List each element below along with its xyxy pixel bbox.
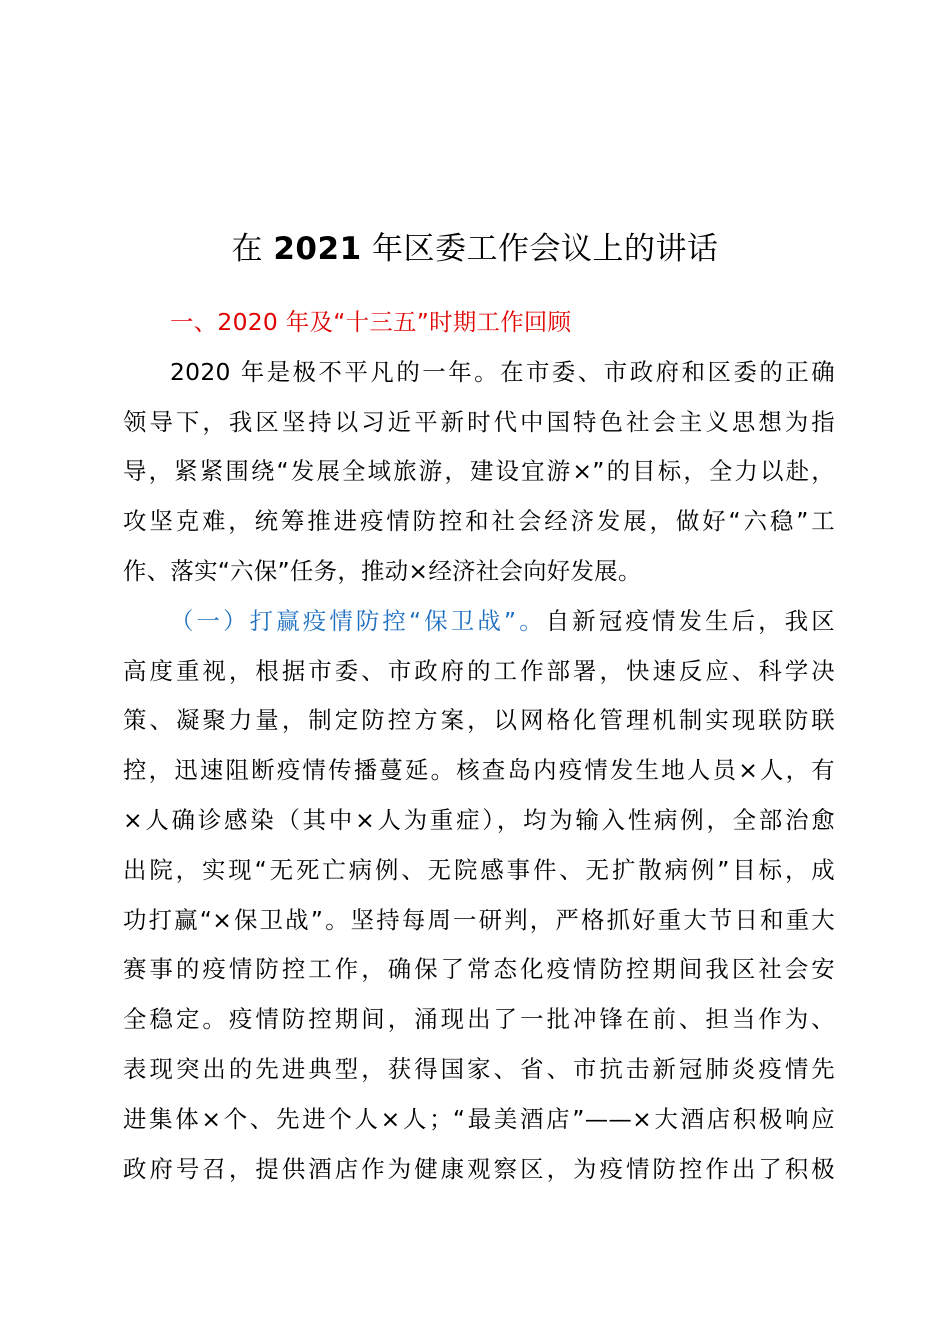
title-prefix: 在 <box>231 231 274 267</box>
paragraph-line: 2020 年是极不平凡的一年。在市委、市政府和区委的正确 <box>170 357 835 386</box>
paragraph-line: 导，紧紧围绕“发展全域旅游，建设宜游×”的目标，全力以赴， <box>123 457 835 486</box>
paragraph-line: 高度重视，根据市委、市政府的工作部署，快速反应、科学决 <box>123 656 835 685</box>
paragraph-line: 表现突出的先进典型，获得国家、省、市抗击新冠肺炎疫情先 <box>123 1054 835 1083</box>
document-title <box>0 226 950 272</box>
section-heading: 一、2020 年及“十三五”时期工作回顾 <box>170 308 572 336</box>
paragraph-line: 赛事的疫情防控工作，确保了常态化疫情防控期间我区社会安 <box>123 955 835 984</box>
paragraph-line: 功打赢“×保卫战”。坚持每周一研判，严格抓好重大节日和重大 <box>123 905 835 934</box>
paragraph-line: 出院，实现“无死亡病例、无院感事件、无扩散病例”目标，成 <box>123 855 835 884</box>
document-body <box>123 298 835 1194</box>
paragraph-line: 控，迅速阻断疫情传播蔓延。核查岛内疫情发生地人员×人，有 <box>123 756 835 785</box>
paragraph-line: 作、落实“六保”任务，推动×经济社会向好发展。 <box>123 556 642 585</box>
paragraph-line: 策、凝聚力量，制定防控方案，以网格化管理机制实现联防联 <box>123 706 835 735</box>
subsection-heading: （一）打赢疫情防控“保卫战”。 <box>170 606 546 635</box>
paragraph-line: 进集体×个、先进个人×人；“最美酒店”——×大酒店积极响应 <box>123 1104 835 1133</box>
paragraph-line: 领导下，我区坚持以习近平新时代中国特色社会主义思想为指 <box>123 407 835 436</box>
paragraph-line: 攻坚克难，统筹推进疫情防控和社会经济发展，做好“六稳”工 <box>123 507 835 536</box>
paragraph-line: 全稳定。疫情防控期间，涌现出了一批冲锋在前、担当作为、 <box>123 1005 835 1034</box>
title-year: 2021 <box>273 231 362 267</box>
subsection-line <box>123 597 835 647</box>
title-suffix: 年区委工作会议上的讲话 <box>361 231 719 267</box>
paragraph-text: 自新冠疫情发生后，我区 <box>545 606 835 635</box>
paragraph-line: 政府号召，提供酒店作为健康观察区，为疫情防控作出了积极 <box>123 1154 835 1183</box>
paragraph-line: ×人确诊感染（其中×人为重症），均为输入性病例，全部治愈 <box>123 805 835 834</box>
